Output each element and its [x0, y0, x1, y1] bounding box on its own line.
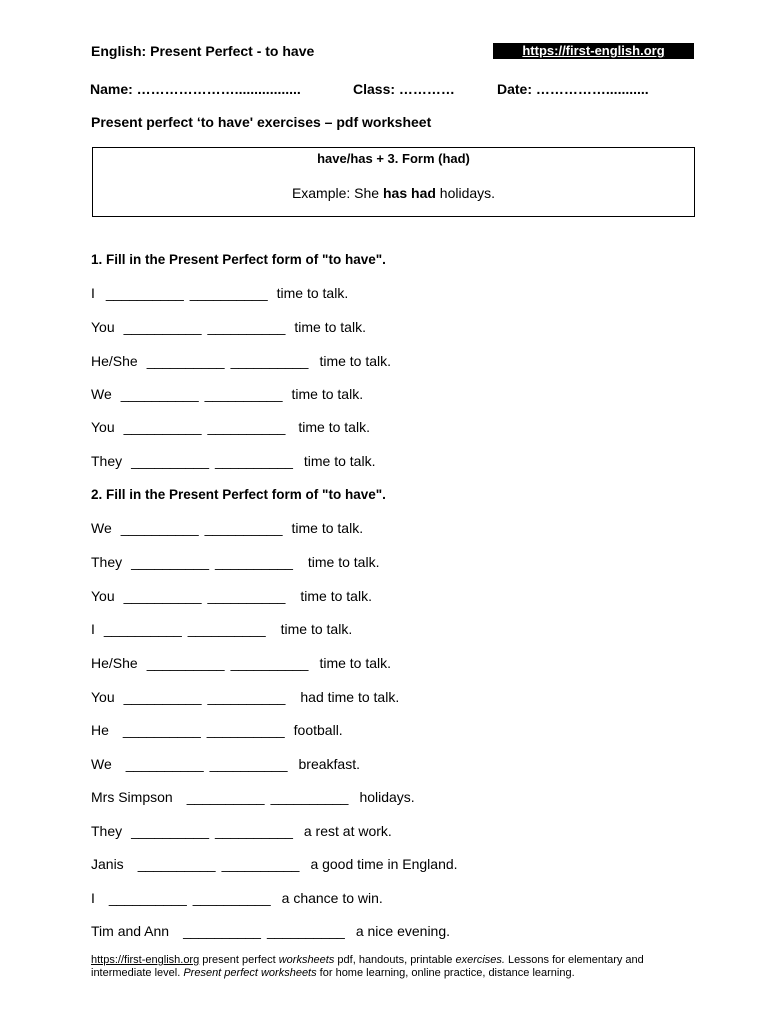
answer-blank[interactable]: __________: [204, 520, 283, 536]
row-subject: You: [91, 689, 115, 705]
row-subject: They: [91, 453, 123, 469]
answer-blank[interactable]: __________: [186, 789, 265, 805]
name-field: Name: ………………….................: [90, 81, 301, 97]
answer-blank[interactable]: __________: [207, 419, 286, 435]
answer-blank[interactable]: __________: [131, 453, 209, 469]
row-subject: You: [91, 588, 115, 604]
example-bold: has had: [383, 185, 436, 201]
answer-blank[interactable]: __________: [266, 923, 345, 939]
exercise-row: [91, 655, 391, 671]
answer-blank[interactable]: __________: [123, 319, 202, 335]
footer-i1: worksheets: [278, 954, 335, 966]
row-subject: I: [91, 285, 95, 301]
row-ending: breakfast.: [298, 756, 360, 772]
answer-blank[interactable]: __________: [207, 588, 286, 604]
row-subject: I: [91, 890, 95, 906]
row-ending: time to talk.: [319, 353, 392, 369]
answer-blank[interactable]: __________: [187, 621, 266, 637]
row-ending: time to talk.: [291, 386, 364, 402]
row-subject: They: [91, 554, 123, 570]
section2-heading: 2. Fill in the Present Perfect form of "to have".: [91, 487, 386, 502]
row-subject: He/She: [91, 655, 138, 671]
answer-blank[interactable]: __________: [270, 789, 349, 805]
answer-blank[interactable]: __________: [131, 554, 209, 570]
answer-blank[interactable]: __________: [146, 655, 225, 671]
footer-i2: exercises.: [455, 954, 505, 966]
answer-blank[interactable]: __________: [123, 419, 202, 435]
exercise-row: [91, 823, 392, 839]
exercise-row: [91, 520, 363, 536]
footer-t1: present perfect: [199, 954, 279, 966]
answer-blank[interactable]: __________: [105, 285, 184, 301]
answer-blank[interactable]: __________: [215, 554, 293, 570]
exercise-row: [91, 588, 372, 604]
answer-blank[interactable]: __________: [137, 856, 216, 872]
row-ending: had time to talk.: [300, 689, 400, 705]
row-subject: Mrs Simpson: [91, 789, 173, 805]
exercise-row: [91, 319, 366, 335]
row-ending: time to talk.: [319, 655, 392, 671]
answer-blank[interactable]: __________: [146, 353, 225, 369]
row-ending: time to talk.: [300, 588, 372, 604]
date-field: Date: ……………...........: [497, 81, 649, 97]
answer-blank[interactable]: __________: [108, 890, 187, 906]
row-subject: We: [91, 756, 112, 772]
row-subject: They: [91, 823, 123, 839]
row-ending: time to talk.: [303, 453, 376, 469]
row-ending: time to talk.: [307, 554, 380, 570]
footer-i3: Present perfect worksheets: [183, 967, 317, 979]
answer-blank[interactable]: __________: [183, 923, 261, 939]
exercise-row: [91, 386, 363, 402]
footer-text: [91, 954, 691, 980]
class-field: Class: …………: [353, 81, 455, 97]
rule-title: have/has + 3. Form (had): [317, 151, 470, 166]
answer-blank[interactable]: __________: [123, 689, 202, 705]
row-subject: Janis: [91, 856, 124, 872]
footer-link[interactable]: https://first-english.org: [91, 954, 200, 966]
footer-t3: Lessons for elementary and intermediate level.: [91, 954, 644, 979]
answer-blank[interactable]: __________: [221, 856, 300, 872]
exercise-row: [91, 890, 383, 906]
answer-blank[interactable]: __________: [125, 756, 204, 772]
example-suffix: holidays.: [435, 185, 496, 201]
section1-heading: 1. Fill in the Present Perfect form of "to have".: [91, 252, 386, 267]
row-ending: holidays.: [359, 789, 415, 805]
footer-t2: pdf, handouts, printable: [334, 954, 456, 966]
exercise-row: [91, 689, 399, 705]
exercise-row: [91, 923, 450, 939]
rule-example: [93, 185, 694, 201]
row-ending: a rest at work.: [303, 823, 392, 839]
answer-blank[interactable]: __________: [215, 453, 293, 469]
answer-blank[interactable]: __________: [189, 285, 268, 301]
row-ending: time to talk.: [291, 520, 364, 536]
row-ending: time to talk.: [294, 319, 366, 335]
answer-blank[interactable]: __________: [209, 756, 288, 772]
answer-blank[interactable]: __________: [120, 386, 199, 402]
site-url-link[interactable]: https://first-english.org: [493, 43, 694, 59]
grammar-rule-box: [92, 147, 695, 217]
row-ending: a nice evening.: [355, 923, 451, 939]
exercise-row: [91, 722, 343, 738]
exercise-row: [91, 453, 375, 469]
exercise-row: [91, 419, 370, 435]
answer-blank[interactable]: __________: [230, 655, 309, 671]
answer-blank[interactable]: __________: [230, 353, 309, 369]
exercise-row: [91, 856, 458, 872]
answer-blank[interactable]: __________: [131, 823, 209, 839]
footer-t4: for home learning, online practice, distance learning.: [316, 967, 575, 979]
answer-blank[interactable]: __________: [215, 823, 293, 839]
row-subject: Tim and Ann: [91, 923, 170, 939]
row-ending: football.: [293, 722, 343, 738]
exercise-row: [91, 554, 379, 570]
answer-blank[interactable]: __________: [207, 319, 286, 335]
row-subject: I: [91, 621, 95, 637]
row-subject: We: [91, 520, 112, 536]
worksheet-subtitle: Present perfect ‘to have' exercises – pdf worksheet: [91, 114, 432, 130]
row-subject: He/She: [91, 353, 138, 369]
answer-blank[interactable]: __________: [192, 890, 271, 906]
exercise-row: [91, 353, 391, 369]
exercise-row: [91, 621, 352, 637]
answer-blank[interactable]: __________: [123, 588, 202, 604]
row-ending: time to talk.: [298, 419, 370, 435]
exercise-row: [91, 789, 415, 805]
row-subject: You: [91, 419, 115, 435]
row-ending: a good time in England.: [310, 856, 458, 872]
row-subject: You: [91, 319, 115, 335]
example-prefix: Example: She: [291, 185, 383, 201]
row-ending: a chance to win.: [281, 890, 383, 906]
row-subject: We: [91, 386, 112, 402]
row-ending: time to talk.: [276, 285, 349, 301]
row-ending: time to talk.: [280, 621, 353, 637]
exercise-row: [91, 756, 360, 772]
answer-blank[interactable]: __________: [204, 386, 283, 402]
answer-blank[interactable]: __________: [207, 689, 286, 705]
answer-blank[interactable]: __________: [206, 722, 285, 738]
row-subject: He: [91, 722, 109, 738]
answer-blank[interactable]: __________: [103, 621, 182, 637]
exercise-row: [91, 285, 348, 301]
answer-blank[interactable]: __________: [122, 722, 201, 738]
answer-blank[interactable]: __________: [120, 520, 199, 536]
worksheet-title: English: Present Perfect - to have: [91, 43, 315, 59]
